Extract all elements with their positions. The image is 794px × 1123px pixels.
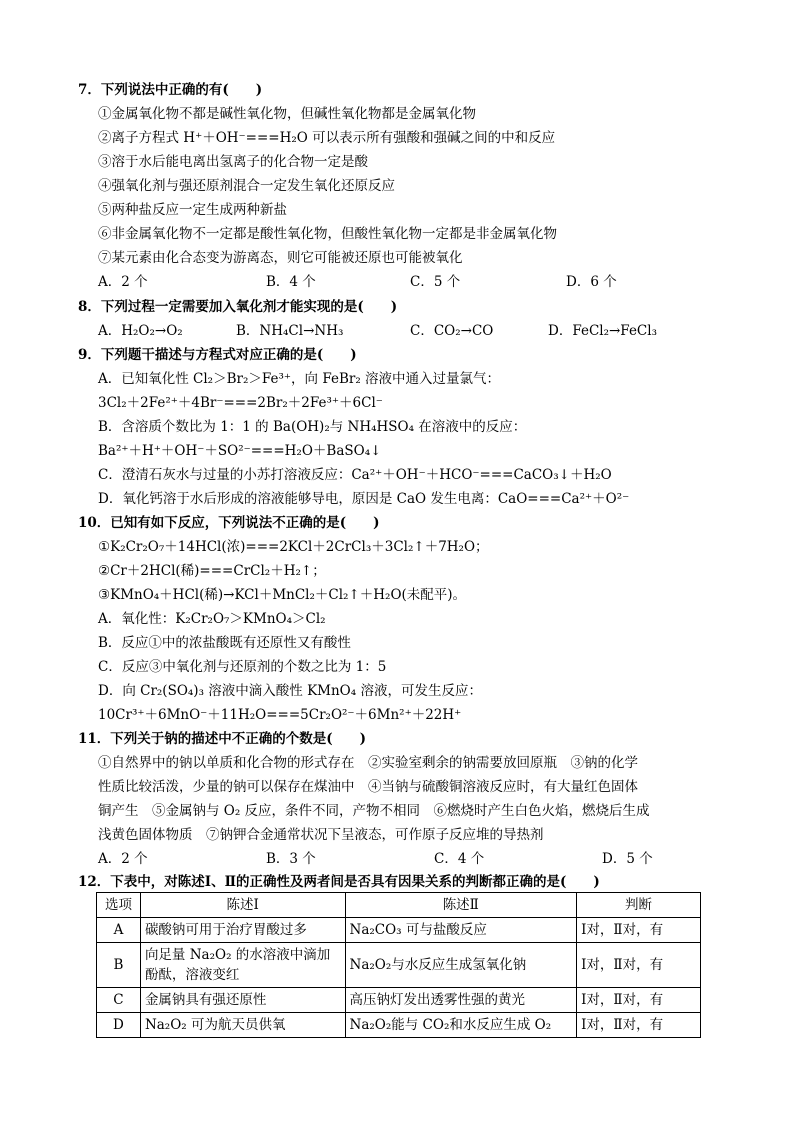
row-a-option: A — [97, 918, 141, 943]
q9-equation-b: Ba²⁺＋H⁺＋OH⁻＋SO²⁻===H₂O＋BaSO₄↓ — [98, 443, 382, 459]
q8-option-a: A．H₂O₂→O₂ — [98, 323, 183, 339]
q8-stem: 8．下列过程一定需要加入氧化剂才能实现的是( ) — [78, 299, 398, 315]
q11-line-3: 铜产生 ⑤金属钠与 O₂ 反应，条件不同，产物不相同 ⑥燃烧时产生白色火焰，燃烧后生成 — [98, 803, 650, 819]
q7-option-a: A．2 个 — [98, 274, 148, 290]
q9-option-c: C．澄清石灰水与过量的小苏打溶液反应：Ca²⁺＋OH⁻＋HCO⁻===CaCO₃↓＋H₂O — [98, 467, 612, 483]
q8-option-c: C．CO₂→CO — [410, 323, 494, 339]
q7-item-3: ③溶于水后能电离出氢离子的化合物一定是酸 — [98, 154, 368, 170]
table-row — [97, 943, 701, 988]
row-b-statement-2: Na₂O₂与水反应生成氢氧化钠 — [345, 943, 577, 988]
row-d-judgment: Ⅰ对，Ⅱ对，有 — [577, 1013, 701, 1038]
row-b-statement-1: 向足量 Na₂O₂ 的水溶液中滴加酚酞，溶液变红 — [140, 943, 345, 988]
q11-option-b: B．3 个 — [266, 851, 316, 867]
q11-option-a: A．2 个 — [98, 851, 148, 867]
q11-line-1: ①自然界中的钠以单质和化合物的形式存在 ②实验室剩余的钠需要放回原瓶 ③钠的化学 — [98, 755, 638, 771]
q10-equation-d: 10Cr³⁺＋6MnO⁻＋11H₂O===5Cr₂O²⁻＋6Mn²⁺＋22H⁺ — [98, 707, 462, 723]
q10-reaction-2: ②Cr＋2HCl(稀)===CrCl₂＋H₂↑； — [98, 563, 326, 579]
q10-reaction-1: ①K₂Cr₂O₇＋14HCl(浓)===2KCl＋2CrCl₃＋3Cl₂↑＋7H₂O； — [98, 539, 489, 555]
q7-item-1: ①金属氧化物不都是碱性氧化物，但碱性氧化物都是金属氧化物 — [98, 106, 476, 122]
q7-stem: 7．下列说法中正确的有( ) — [78, 82, 263, 98]
q10-stem: 10．已知有如下反应，下列说法不正确的是( ) — [78, 515, 380, 531]
q11-line-4: 浅黄色固体物质 ⑦钠钾合金通常状况下呈液态，可作原子反应堆的导热剂 — [98, 827, 544, 843]
row-c-judgment: Ⅰ对，Ⅱ对，有 — [577, 988, 701, 1013]
row-a-statement-1: 碳酸钠可用于治疗胃酸过多 — [140, 918, 345, 943]
row-d-statement-2: Na₂O₂能与 CO₂和水反应生成 O₂ — [345, 1013, 577, 1038]
q9-option-b: B．含溶质个数比为 1：1 的 Ba(OH)₂与 NH₄HSO₄ 在溶液中的反应： — [98, 419, 527, 435]
row-b-option: B — [97, 943, 141, 988]
q9-option-d: D．氧化钙溶于水后形成的溶液能够导电，原因是 CaO 发生电离：CaO===Ca²⁺＋O²⁻ — [98, 491, 630, 507]
q11-option-d: D．5 个 — [602, 851, 653, 867]
q12-stem: 12．下表中，对陈述Ⅰ、Ⅱ的正确性及两者间是否具有因果关系的判断都正确的是( ) — [78, 874, 600, 890]
q12-table — [96, 892, 701, 1038]
table-row — [97, 1013, 701, 1038]
q11-line-2: 性质比较活泼，少量的钠可以保存在煤油中 ④当钠与硫酸铜溶液反应时，有大量红色固体 — [98, 779, 638, 795]
q9-equation-a: 3Cl₂＋2Fe²⁺＋4Br⁻===2Br₂＋2Fe³⁺＋6Cl⁻ — [98, 395, 383, 411]
table-row — [97, 988, 701, 1013]
q7-item-7: ⑦某元素由化合态变为游离态，则它可能被还原也可能被氧化 — [98, 250, 463, 266]
q9-stem: 9．下列题干描述与方程式对应正确的是( ) — [78, 347, 357, 363]
row-d-option: D — [97, 1013, 141, 1038]
table-row — [97, 918, 701, 943]
table-header-row — [97, 893, 701, 918]
q10-option-c: C．反应③中氧化剂与还原剂的个数之比为 1：5 — [98, 659, 387, 675]
q10-option-b: B．反应①中的浓盐酸既有还原性又有酸性 — [98, 635, 351, 651]
q10-option-d: D．向 Cr₂(SO₄)₃ 溶液中滴入酸性 KMnO₄ 溶液，可发生反应： — [98, 683, 482, 699]
q7-item-5: ⑤两种盐反应一定生成两种新盐 — [98, 202, 287, 218]
q11-option-c: C．4 个 — [434, 851, 485, 867]
row-c-statement-2: 高压钠灯发出透雾性强的黄光 — [345, 988, 577, 1013]
header-statement-2: 陈述Ⅱ — [345, 893, 577, 918]
header-option: 选项 — [97, 893, 141, 918]
q7-option-b: B．4 个 — [266, 274, 316, 290]
q11-stem: 11．下列关于钠的描述中不正确的个数是( ) — [78, 731, 367, 747]
q10-reaction-3: ③KMnO₄＋HCl(稀)→KCl＋MnCl₂＋Cl₂↑＋H₂O(未配平)。 — [98, 587, 467, 603]
q7-option-d: D．6 个 — [566, 274, 617, 290]
row-a-judgment: Ⅰ对，Ⅱ对，有 — [577, 918, 701, 943]
q8-option-b: B．NH₄Cl→NH₃ — [236, 323, 344, 339]
header-judgment: 判断 — [577, 893, 701, 918]
row-a-statement-2: Na₂CO₃ 可与盐酸反应 — [345, 918, 577, 943]
row-d-statement-1: Na₂O₂ 可为航天员供氧 — [140, 1013, 345, 1038]
q8-option-d: D．FeCl₂→FeCl₃ — [548, 323, 657, 339]
q7-item-2: ②离子方程式 H⁺＋OH⁻===H₂O 可以表示所有强酸和强碱之间的中和反应 — [98, 130, 556, 146]
q9-option-a: A．已知氧化性 Cl₂＞Br₂＞Fe³⁺，向 FeBr₂ 溶液中通入过量氯气： — [98, 371, 501, 387]
q10-option-a: A．氧化性：K₂Cr₂O₇＞KMnO₄＞Cl₂ — [98, 611, 326, 627]
q7-option-c: C．5 个 — [410, 274, 461, 290]
header-statement-1: 陈述Ⅰ — [140, 893, 345, 918]
row-c-option: C — [97, 988, 141, 1013]
q7-item-6: ⑥非金属氧化物不一定都是酸性氧化物，但酸性氧化物一定都是非金属氧化物 — [98, 226, 557, 242]
row-b-judgment: Ⅰ对，Ⅱ对，有 — [577, 943, 701, 988]
row-c-statement-1: 金属钠具有强还原性 — [140, 988, 345, 1013]
q7-item-4: ④强氧化剂与强还原剂混合一定发生氧化还原反应 — [98, 178, 395, 194]
